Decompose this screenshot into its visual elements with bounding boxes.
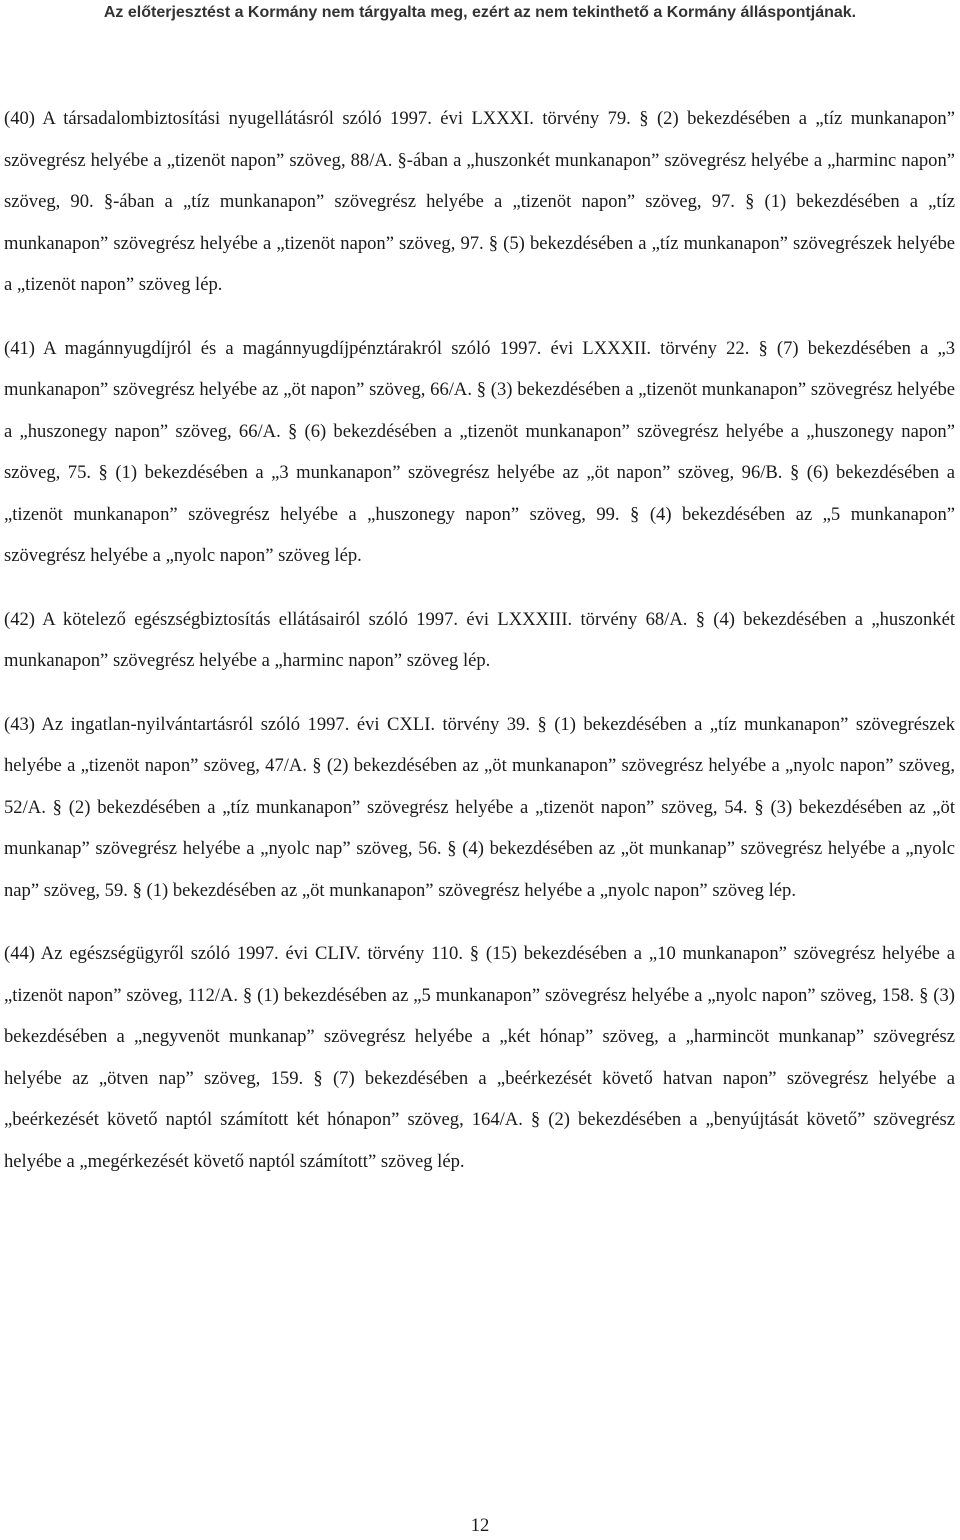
paragraph-42: (42) A kötelező egészségbiztosítás ellátásairól szóló 1997. évi LXXXIII. törvény 68/A. § (4) bekezdésében a „huszonkét munkanapon” szövegrész helyébe a „harminc napon” szöveg lép. (4, 608, 955, 671)
paragraph-40: (40) A társadalombiztosítási nyugellátásról szóló 1997. évi LXXXI. törvény 79. § (2) bekezdésében a „tíz munkanapon” szövegrész helyébe a „tizenöt napon” szöveg, 88/A. §-ában a „huszonkét munkanapon” szövegrész helyébe a „harminc napon” szöveg, 90. §-ában a „tíz munkanapon” szövegrész helyébe a „tizenöt napon” szöveg, 97. § (1) bekezdésében a „tíz munkanapon” szövegrész helyébe a „tizenöt napon” szöveg, 97. § (5) bekezdésében a „tíz munkanapon” szövegrészek helyébe a „tizenöt napon” szöveg lép. (4, 108, 955, 295)
disclaimer-header: Az előterjesztést a Kormány nem tárgyalta meg, ezért az nem tekinthető a Kormány álláspontjának. (103, 4, 857, 21)
page-number: 12 (470, 1515, 490, 1536)
document-body (4, 98, 955, 1204)
paragraph-44: (44) Az egészségügyről szóló 1997. évi CLIV. törvény 110. § (15) bekezdésében a „10 munkanapon” szövegrész helyébe a „tizenöt napon” szöveg, 112/A. § (1) bekezdésében az „5 munkanapon” szövegrész helyébe a „nyolc napon” szöveg, 158. § (3) bekezdésében a „negyvenöt munkanap” szövegrész helyébe a „két hónap” szöveg, a „harmincöt munkanap” szövegrész helyébe az „ötven nap” szöveg, 159. § (7) bekezdésében a „beérkezését követő hatvan napon” szövegrész helyébe a „beérkezését követő naptól számított két hónapon” szöveg, 164/A. § (2) bekezdésében a „benyújtását követő” szövegrész helyébe a „megérkezését követő naptól számított” szöveg lép. (4, 943, 955, 1172)
paragraph-43: (43) Az ingatlan-nyilvántartásról szóló 1997. évi CXLI. törvény 39. § (1) bekezdésében a „tíz munkanapon” szövegrészek helyébe a „tizenöt napon” szöveg, 47/A. § (2) bekezdésében az „öt munkanapon” szövegrész helyébe a „nyolc napon” szöveg, 52/A. § (2) bekezdésében a „tíz munkanapon” szövegrész helyébe a „tizenöt napon” szöveg, 54. § (3) bekezdésében az „öt munkanap” szövegrész helyébe a „nyolc nap” szöveg, 56. § (4) bekezdésében az „öt munkanap” szövegrész helyébe a „nyolc nap” szöveg, 59. § (1) bekezdésében az „öt munkanapon” szövegrész helyébe a „nyolc napon” szöveg lép. (4, 713, 955, 901)
paragraph-41: (41) A magánnyugdíjról és a magánnyugdíjpénztárakról szóló 1997. évi LXXXII. törvény 22. § (7) bekezdésében a „3 munkanapon” szövegrész helyébe az „öt napon” szöveg, 66/A. § (3) bekezdésében a „tizenöt munkanapon” szövegrész helyébe a „huszonegy napon” szöveg, 66/A. § (6) bekezdésében a „tizenöt munkanapon” szövegrész helyébe a „huszonegy napon” szöveg, 75. § (1) bekezdésében a „3 munkanapon” szövegrész helyébe az „öt napon” szöveg, 96/B. § (6) bekezdésében a „tizenöt munkanapon” szövegrész helyébe a „huszonegy napon” szöveg, 99. § (4) bekezdésében az „5 munkanapon” szövegrész helyébe a „nyolc napon” szöveg lép. (4, 337, 955, 566)
